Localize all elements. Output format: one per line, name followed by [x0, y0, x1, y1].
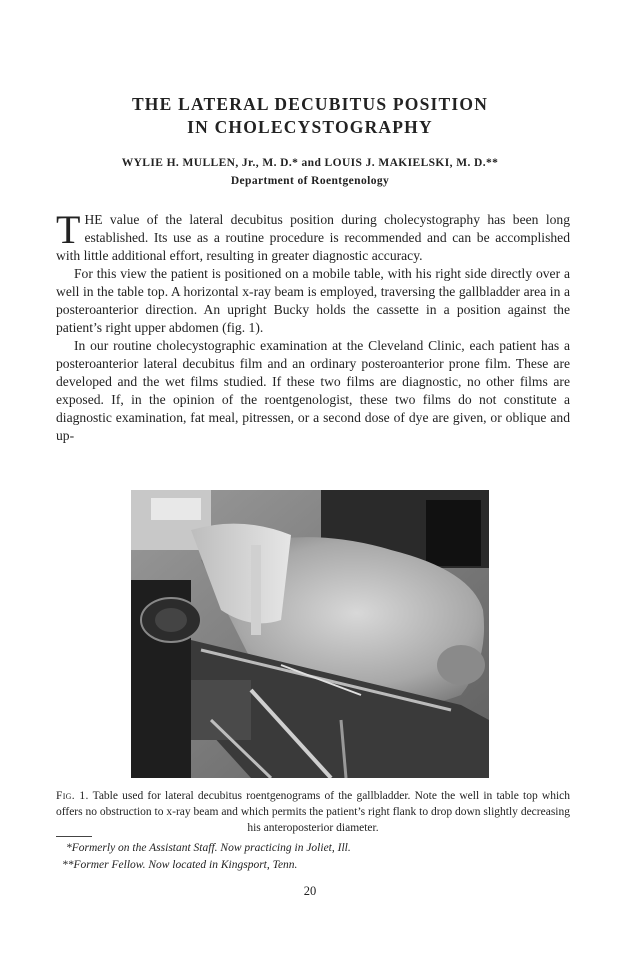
paragraph-3: In our routine cholecystographic examination at the Cleveland Clinic, each patient has a posteroanterior lateral decubitus film and an ordinary posteroanterior prone film. These are developed and the wet films studied. If these two films are diagnostic, no other films are exposed. If, in the opinion of the roentgenologist, these two films do not constitute a diagnostic examination, fat meal, pitressen, or a second dose of dye are given, or oblique and up-: [56, 338, 570, 443]
patient-on-table-photo: [131, 490, 489, 778]
figure-caption-text: Table used for lateral decubitus roentgenograms of the gallbladder. Note the well in table top which offers no obstruction to x-ray beam and which permits the patient’s right flank to drop down slightly decreasing his anteroposterior diameter.: [56, 790, 570, 834]
figure-1-photograph: [131, 490, 489, 778]
paragraph-1: [56, 207, 570, 265]
figure-label: Fig. 1.: [56, 790, 89, 802]
footnote-1: *Formerly on the Assistant Staff. Now practicing in Joliet, Ill.: [66, 842, 351, 854]
article-title-line-1: THE LATERAL DECUBITUS POSITION: [131, 94, 489, 114]
drop-cap: T: [56, 207, 81, 252]
department-line: Department of Roentgenology: [230, 175, 390, 187]
footnote-rule: [56, 836, 92, 837]
page-number: 20: [303, 884, 317, 898]
footnote-2: **Former Fellow. Now located in Kingsport, Tenn.: [62, 859, 298, 871]
paragraph-1-text: HE value of the lateral decubitus position during cholecystography has been long established. Its use as a routine procedure is recommended and can be accomplished with little additional effort, resulting in greater diagnostic accuracy.: [56, 212, 570, 263]
article-body: [56, 207, 570, 445]
paragraph-2: For this view the patient is positioned on a mobile table, with his right side directly over a well in the table top. A horizontal x-ray beam is employed, traversing the gallbladder area in a posteroanterior direction. An upright Bucky holds the cassette in a position against the patient’s right upper abdomen (fig. 1).: [56, 266, 570, 335]
author-line: WYLIE H. MULLEN, Jr., M. D.* and LOUIS J. MAKIELSKI, M. D.**: [121, 157, 499, 169]
figure-caption: [56, 788, 570, 836]
article-title-line-2: IN CHOLECYSTOGRAPHY: [187, 117, 433, 137]
